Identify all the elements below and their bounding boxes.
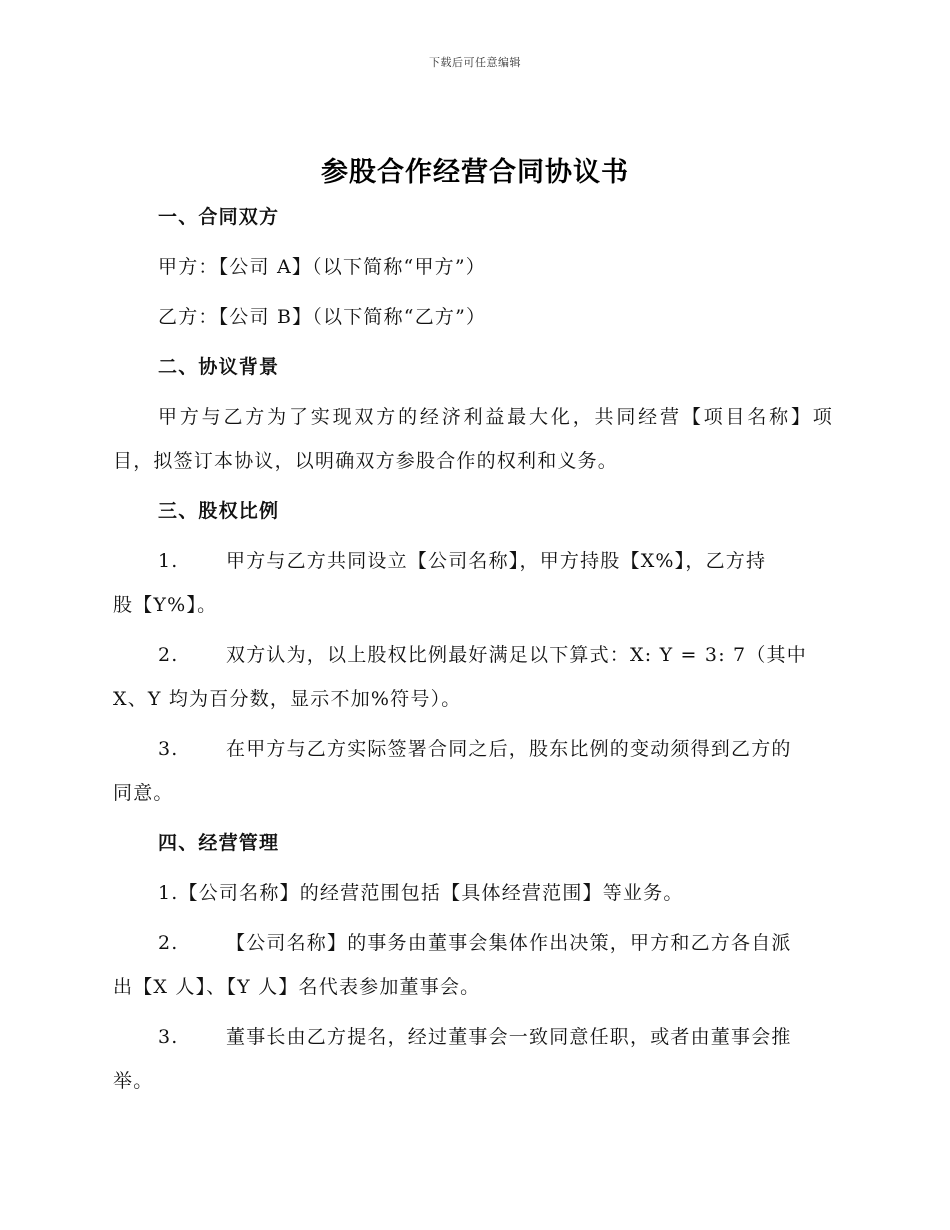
management-item-1: 1.【公司名称】的经营范围包括【具体经营范围】等业务。	[158, 882, 684, 904]
party-b-line: 乙方：【公司 B】（以下简称“乙方”）	[158, 306, 487, 328]
background-paragraph	[113, 395, 833, 489]
equity-item-continuation: 同意。	[113, 782, 174, 804]
equity-item-1	[113, 539, 833, 633]
equity-item-2	[113, 633, 833, 727]
section-heading-management: 四、经营管理	[158, 832, 280, 854]
equity-item-number: 2.	[158, 644, 179, 666]
management-item-text: 【公司名称】的事务由董事会集体作出决策，甲方和乙方各自派	[226, 932, 792, 954]
management-item-number: 3.	[158, 1026, 179, 1048]
equity-item-number: 1.	[158, 550, 179, 572]
equity-item-text: 双方认为，以上股权比例最好满足以下算式：X: Y = 3: 7（其中	[226, 644, 807, 666]
section-heading-background: 二、协议背景	[158, 356, 280, 378]
header-note: 下载后可任意编辑	[429, 56, 521, 69]
management-item-continuation: 出【X 人】、【Y 人】名代表参加董事会。	[113, 976, 481, 998]
equity-item-3	[113, 727, 833, 821]
management-item-continuation: 举。	[113, 1070, 154, 1092]
document-title: 参股合作经营合同协议书	[321, 157, 629, 188]
equity-item-continuation: X、Y 均为百分数，显示不加%符号）。	[113, 688, 462, 710]
equity-item-text: 甲方与乙方共同设立【公司名称】，甲方持股【X%】，乙方持	[226, 550, 767, 572]
management-item-2	[113, 921, 833, 1015]
management-item-text: 董事长由乙方提名，经过董事会一致同意任职，或者由董事会推	[226, 1026, 792, 1048]
party-a-line: 甲方：【公司 A】（以下简称“甲方”）	[158, 256, 486, 278]
equity-item-text: 在甲方与乙方实际签署合同之后，股东比例的变动须得到乙方的	[226, 738, 792, 760]
equity-item-continuation: 股【Y%】。	[113, 594, 218, 616]
background-line-1: 甲方与乙方为了实现双方的经济利益最大化，共同经营【项目名称】项	[158, 406, 833, 428]
document-body	[113, 195, 833, 1109]
section-heading-equity: 三、股权比例	[158, 500, 280, 522]
management-item-number: 2.	[158, 932, 179, 954]
section-heading-parties: 一、合同双方	[158, 206, 280, 228]
background-line-2: 目，拟签订本协议，以明确双方参股合作的权利和义务。	[113, 450, 619, 472]
equity-item-number: 3.	[158, 738, 179, 760]
management-item-3	[113, 1015, 833, 1109]
